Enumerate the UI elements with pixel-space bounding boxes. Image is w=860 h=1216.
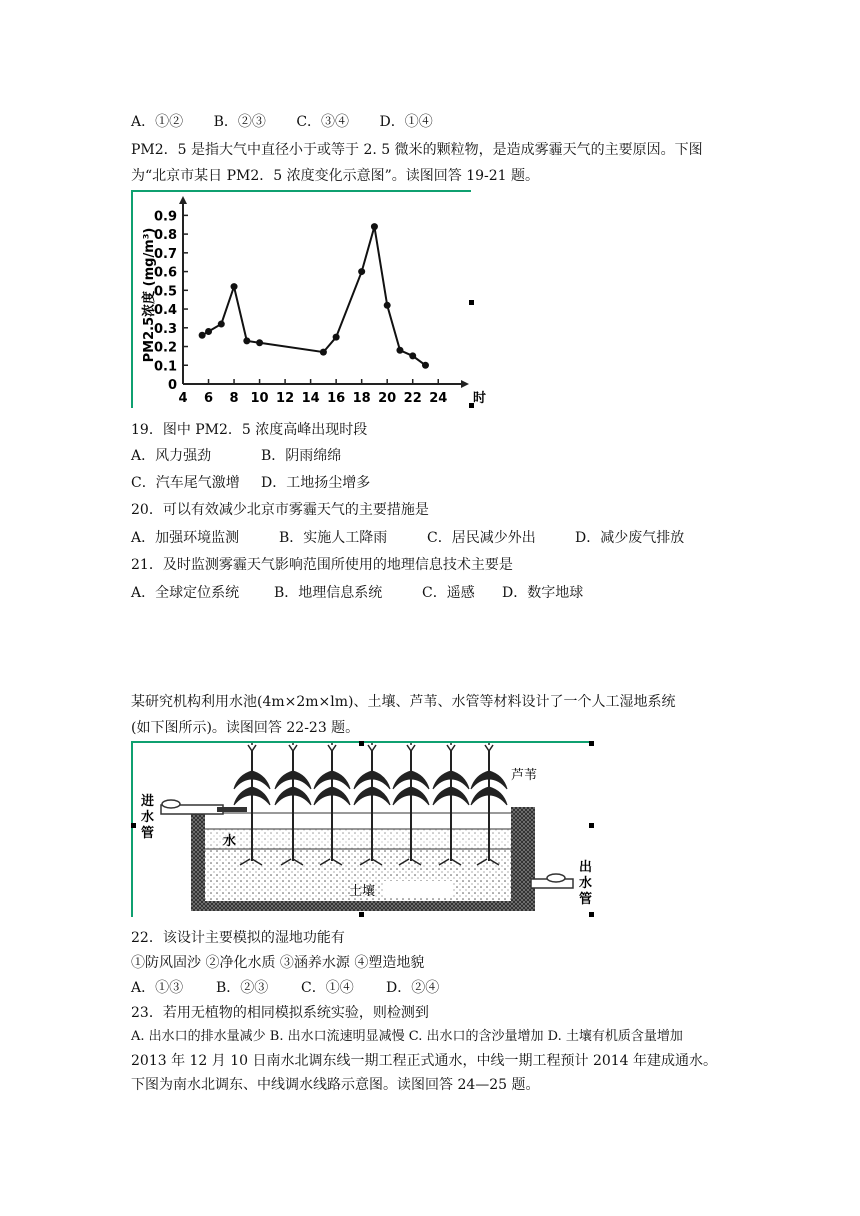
- wetland-intro-line2: (如下图所示)。读图回答 22-23 题。: [131, 720, 360, 736]
- pm25-intro-line1: PM2．5 是指大气中直径小于或等于 2. 5 微米的颗粒物，是造成雾霾天气的主要原因。下图: [131, 142, 703, 158]
- data-point: [358, 268, 365, 275]
- y-tick-label: 0: [167, 378, 177, 393]
- data-point: [371, 223, 378, 230]
- y-tick-label: 0.5: [153, 284, 177, 300]
- q19-options-row1: [131, 446, 341, 466]
- q18-option-b: B．②③: [213, 114, 266, 130]
- q21-options: [131, 583, 583, 603]
- q20-option-d: D．减少废气排放: [575, 530, 685, 546]
- x-tick-label: 4: [178, 391, 188, 406]
- tank-left-wall: [191, 807, 205, 911]
- soil-label: 土壤: [349, 884, 376, 899]
- x-tick-label: 24: [429, 391, 448, 406]
- q21-option-a: A．全球定位系统: [131, 585, 240, 601]
- reed-label: 芦苇: [511, 768, 538, 783]
- resize-handle[interactable]: [359, 912, 364, 917]
- y-tick-label: 0.9: [153, 209, 177, 225]
- q22-option-c: C．①④: [301, 980, 354, 996]
- chart-svg: [131, 190, 487, 408]
- inlet-label-3: 管: [141, 826, 155, 841]
- q22-option-b: B．②③: [216, 980, 269, 996]
- data-point: [422, 362, 429, 369]
- q20-option-c: C．居民减少外出: [427, 530, 536, 546]
- resize-handle[interactable]: [589, 912, 594, 917]
- q19-option-d: D．工地扬尘增多: [261, 475, 371, 491]
- y-tick-label: 0.1: [153, 359, 177, 375]
- series-line: [202, 227, 425, 366]
- inlet-valve: [162, 800, 180, 808]
- x-tick-label: 18: [352, 391, 371, 406]
- x-tick-label: 6: [204, 391, 214, 406]
- water-layer: [205, 829, 511, 849]
- x-axis-label: 时: [473, 391, 487, 406]
- q22-options: [131, 978, 439, 998]
- q20-option-a: A．加强环境监测: [131, 530, 240, 546]
- q19-option-a: A．风力强劲: [131, 448, 212, 464]
- y-tick-label: 0.2: [153, 340, 177, 356]
- wetland-intro-line1: 某研究机构利用水池(4m×2m×lm)、土壤、芦苇、水管等材料设计了一个人工湿地系统: [131, 694, 676, 710]
- y-tick-label: 0.8: [153, 228, 177, 244]
- data-point: [396, 347, 403, 354]
- x-tick-label: 14: [301, 391, 320, 406]
- q18-option-c: C．③④: [296, 114, 350, 130]
- q22-items: ①防风固沙 ②净化水质 ③涵养水源 ④塑造地貌: [131, 955, 425, 971]
- resize-handle[interactable]: [589, 741, 594, 746]
- q19-stem: 19．图中 PM2．5 浓度高峰出现时段: [131, 422, 368, 438]
- q22-option-a: A．①③: [131, 980, 184, 996]
- y-tick-label: 0.7: [153, 246, 177, 262]
- diagram-frame-left: [131, 741, 133, 917]
- tank-bottom: [191, 901, 535, 911]
- outlet-label-3: 管: [579, 892, 593, 907]
- q21-stem: 21．及时监测雾霾天气影响范围所使用的地理信息技术主要是: [131, 557, 513, 573]
- outlet-valve: [547, 874, 565, 882]
- q19-options-row2: [131, 473, 370, 493]
- resize-handle[interactable]: [589, 823, 594, 828]
- tank-right-wall: [511, 807, 535, 911]
- water-label: 水: [223, 834, 237, 849]
- x-tick-label: 22: [403, 391, 422, 406]
- q18-option-a: A．①②: [131, 114, 184, 130]
- data-point: [256, 339, 263, 346]
- q21-option-c: C．遥感: [422, 585, 475, 601]
- q23-stem: 23．若用无植物的相同模拟系统实验，则检测到: [131, 1005, 429, 1021]
- x-tick-label: 20: [378, 391, 397, 406]
- data-point: [409, 352, 416, 359]
- q18-option-d: D．①④: [379, 114, 433, 130]
- y-tick-label: 0.6: [153, 265, 177, 281]
- q20-option-b: B．实施人工降雨: [279, 530, 388, 546]
- q20-stem: 20．可以有效减少北京市雾霾天气的主要措施是: [131, 502, 429, 518]
- y-tick-label: 0.3: [153, 321, 177, 337]
- data-point: [384, 302, 391, 309]
- x-axis-arrow: [461, 380, 469, 388]
- q19-option-c: C．汽车尾气激增: [131, 475, 240, 491]
- data-point: [205, 328, 212, 335]
- resize-handle[interactable]: [359, 741, 364, 746]
- q22-stem: 22．该设计主要模拟的湿地功能有: [131, 930, 345, 946]
- inlet-label-1: 进: [141, 794, 155, 809]
- y-tick-label: 0.4: [153, 303, 177, 319]
- x-tick-label: 10: [250, 391, 269, 406]
- data-point: [199, 332, 206, 339]
- wetland-svg: [131, 741, 594, 917]
- q21-option-b: B．地理信息系统: [274, 585, 383, 601]
- pm25-chart: [131, 190, 487, 408]
- resize-handle[interactable]: [131, 823, 136, 828]
- data-point: [218, 321, 225, 328]
- q20-options: [131, 528, 684, 548]
- wetland-diagram: [131, 741, 594, 917]
- data-point: [333, 334, 340, 341]
- outlet-label-2: 水: [579, 876, 593, 891]
- inlet-label-2: 水: [141, 810, 155, 825]
- q22-option-d: D．②④: [386, 980, 440, 996]
- data-point: [231, 283, 238, 290]
- q19-option-b: B．阴雨绵绵: [261, 448, 342, 464]
- q18-options: [131, 112, 459, 132]
- data-point: [243, 337, 250, 344]
- y-axis-arrow: [179, 196, 187, 204]
- data-point: [320, 349, 327, 356]
- x-tick-label: 16: [327, 391, 346, 406]
- outlet-label-1: 出: [579, 860, 593, 875]
- pm25-intro-line2: 为“北京市某日 PM2．5 浓度变化示意图”。读图回答 19-21 题。: [131, 168, 540, 184]
- water-intro-line2: 下图为南水北调东、中线调水线路示意图。读图回答 24—25 题。: [131, 1077, 540, 1093]
- x-tick-label: 12: [276, 391, 295, 406]
- water-intro-line1: 2013 年 12 月 10 日南水北调东线一期工程正式通水，中线一期工程预计 2014 年建成通水。: [131, 1053, 718, 1069]
- q23-options: A. 出水口的排水量减少 B. 出水口流速明显减慢 C. 出水口的含沙量增加 D. 土壤有机质含量增加: [131, 1029, 683, 1044]
- q21-option-d: D．数字地球: [502, 585, 584, 601]
- y-axis-label: PM2.5浓度 (mg/m³): [142, 227, 157, 363]
- x-tick-label: 8: [229, 391, 239, 406]
